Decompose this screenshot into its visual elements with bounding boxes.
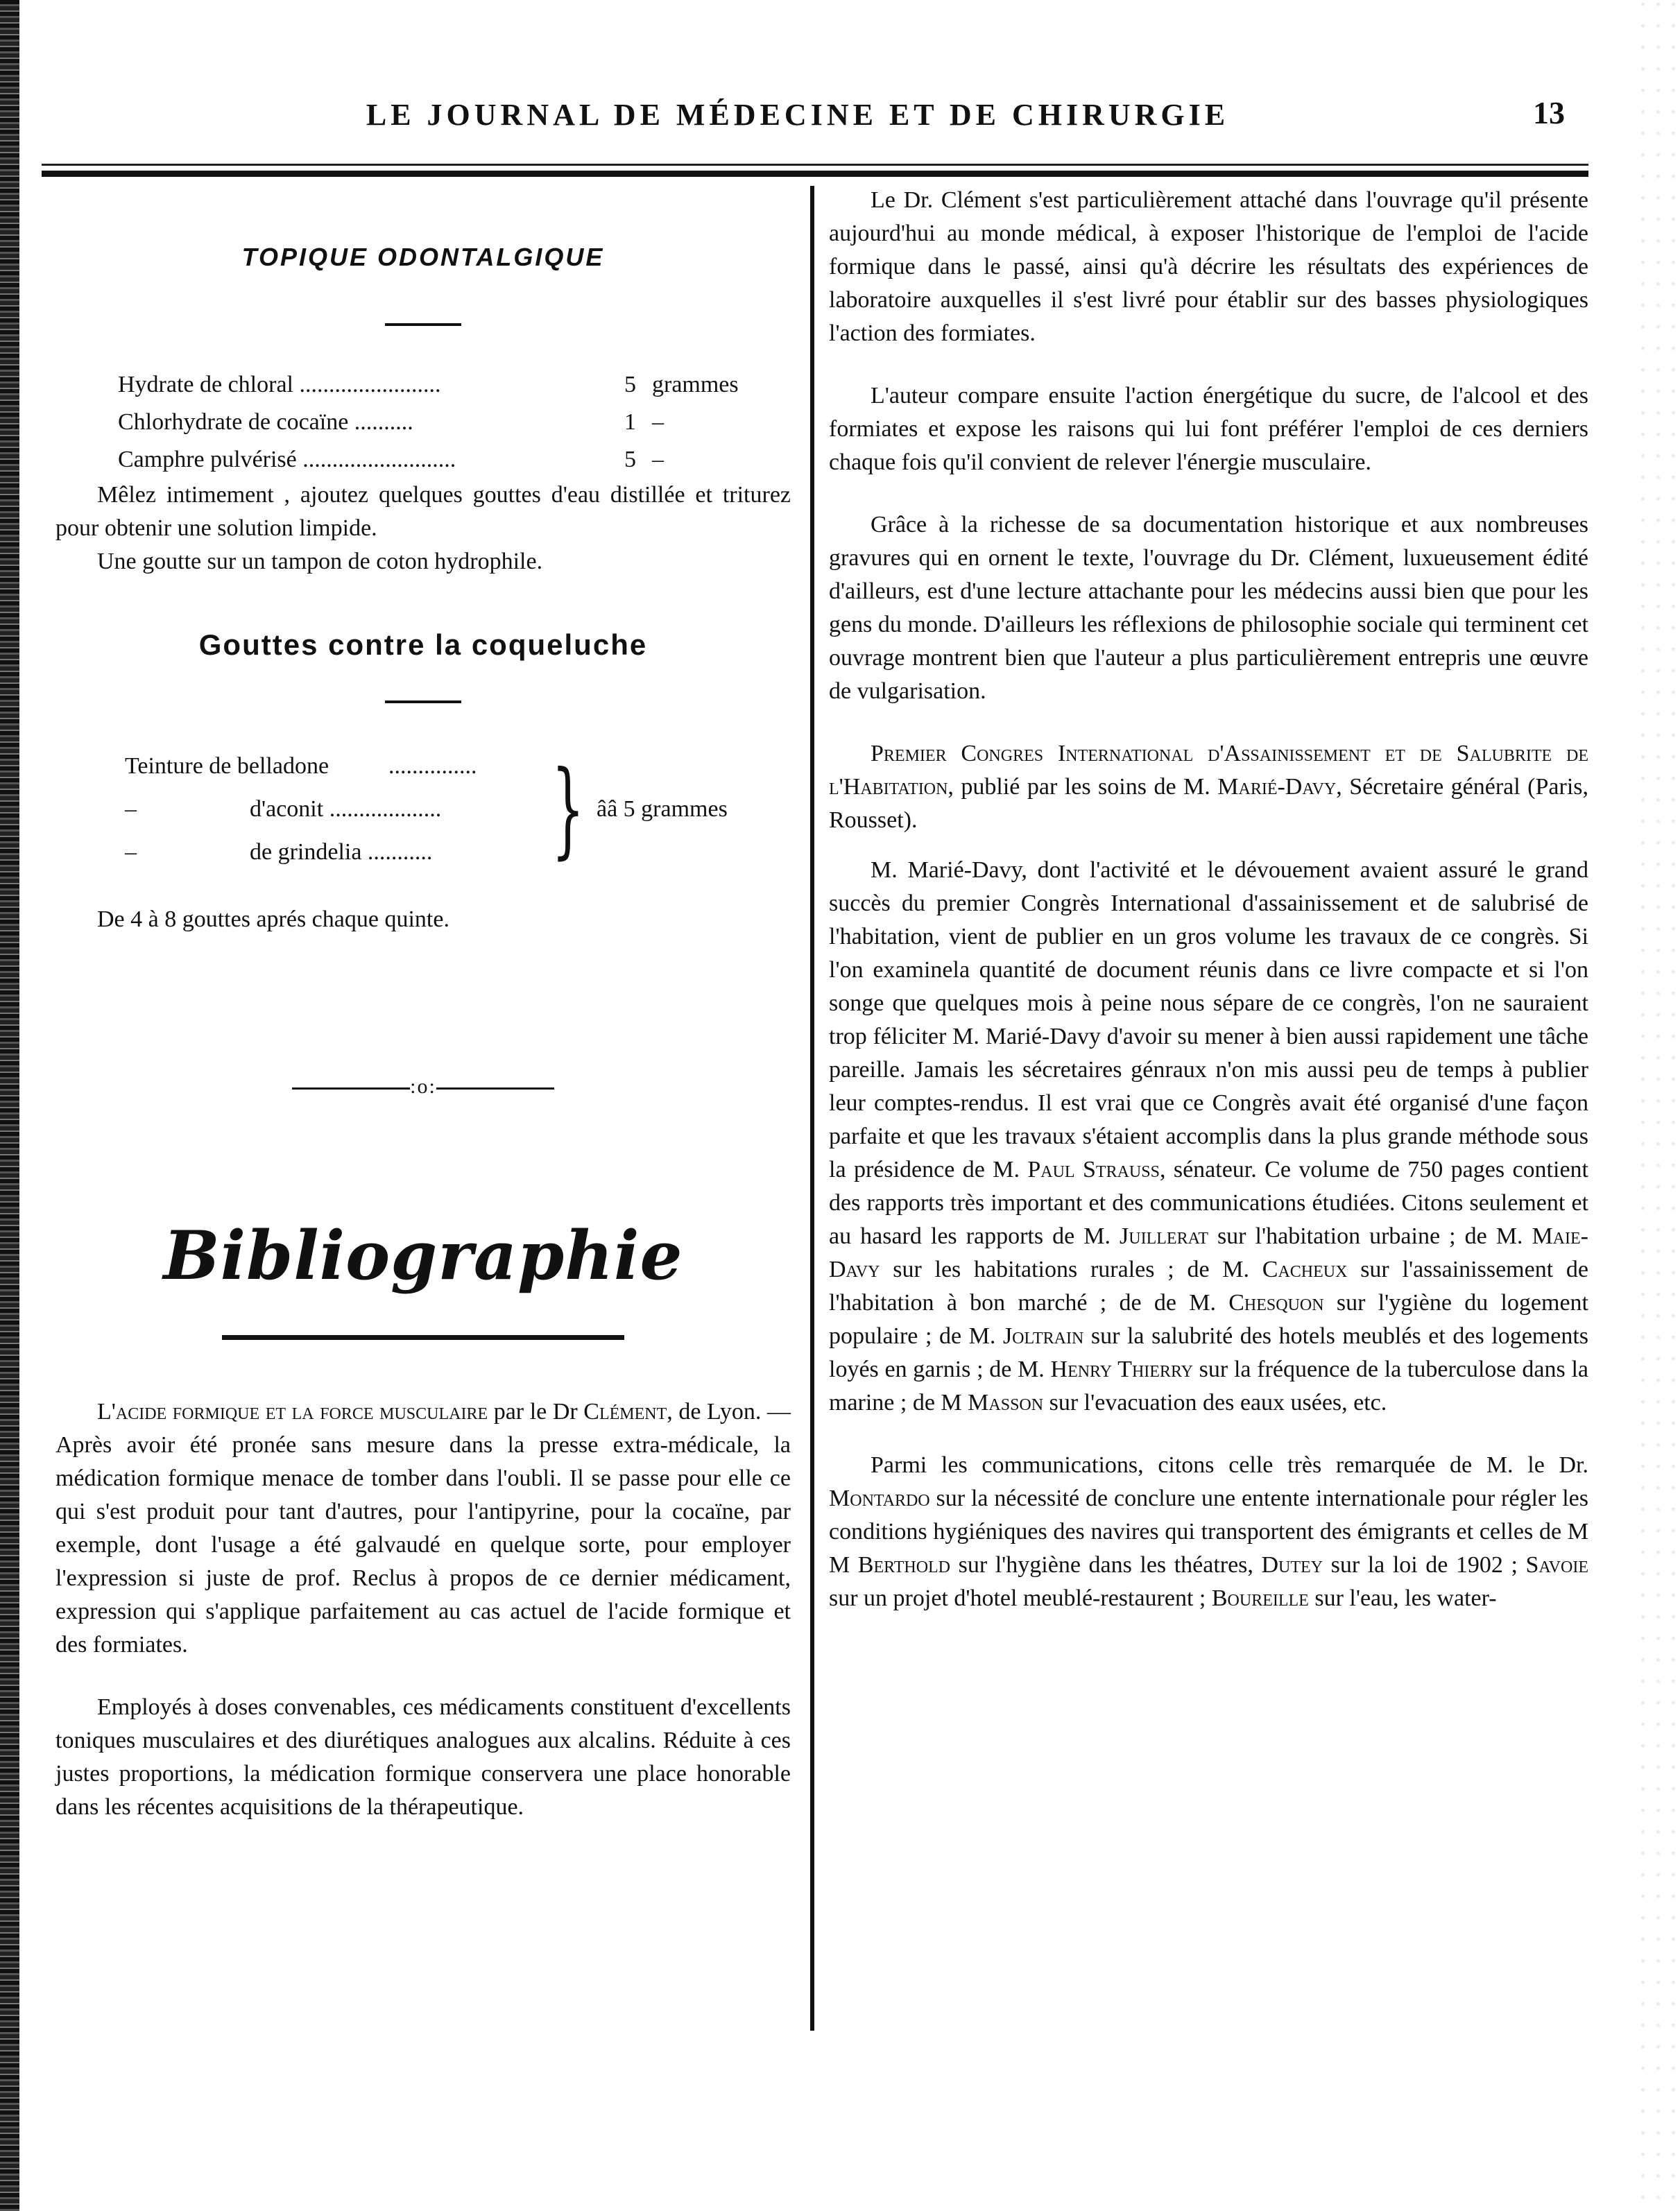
paragraph-gap <box>829 350 1588 379</box>
header-rule-thick <box>42 171 1588 177</box>
biblio-paragraph-1 <box>55 1395 791 1662</box>
recipe-unit: grammes <box>652 372 739 397</box>
review-text: sur l'ygiène du logement populaire ; de M. <box>829 1290 1588 1349</box>
person-name: Chesquon <box>1228 1290 1324 1316</box>
column-divider <box>810 186 814 2031</box>
right-column <box>829 184 1588 1615</box>
review-text: sur l'eau, les water- <box>1308 1585 1497 1611</box>
person-name: Juillerat <box>1120 1223 1208 1249</box>
gouttes-row <box>125 831 791 874</box>
communications-paragraph <box>829 1449 1588 1615</box>
congress-entry <box>829 737 1588 837</box>
review-text: sur la loi de 1902 ; <box>1323 1552 1526 1578</box>
ornament-center: :o: <box>410 1075 436 1098</box>
review-text: sur l'assainissement de l'habitation à bon marché ; de de M. <box>829 1257 1588 1316</box>
review-text: sur la salubrité des hotels meublés et des logements loyés en garnis ; de M. <box>829 1323 1589 1382</box>
recipe-row <box>118 404 791 441</box>
review-text: Parmi les communications, citons celle très remarquée de M. le Dr. <box>871 1452 1588 1478</box>
header-rule-thin <box>42 164 1588 166</box>
gouttes-row <box>125 745 791 788</box>
article-body: , de Lyon. — Après avoir été pronée sans mesure dans la presse extra-médicale, la médication formique menace de tomber dans l'oubli. Il se passe pour elle ce qui s'est produit pour tant d'autres, pour l'antipyrine, pour la cocaïne, par exemple, dont l'usage a été galvaudé en quelque sorte, pour employer l'expression si juste de prof. Reclus à propos de ce dernier médicament, expression qui s'applique parfaitement au cas actuel de l'acide formique et des formiates. <box>55 1399 791 1658</box>
gouttes-prefix: – <box>125 839 137 865</box>
review-text: sur l'habitation urbaine ; de M. <box>1208 1223 1532 1249</box>
person-name: Henry Thierry <box>1050 1357 1193 1382</box>
person-name: Joltrain <box>1002 1323 1084 1349</box>
left-column <box>55 229 791 1824</box>
bibliographie-rule <box>222 1335 624 1340</box>
paragraph-gap <box>829 708 1588 737</box>
recipe-row <box>118 441 791 479</box>
paragraph-gap <box>829 479 1588 508</box>
ornament-line <box>292 1087 410 1090</box>
gouttes-item: de grindelia ........... <box>250 839 433 865</box>
review-text: sur un projet d'hotel meublé-restaurent ; <box>829 1585 1212 1611</box>
scan-edge-left <box>0 0 19 2211</box>
recipe-item: Camphre pulvérisé .......................... <box>118 447 456 472</box>
topique-title: TOPIQUE ODONTALGIQUE <box>241 243 605 271</box>
paragraph-gap <box>55 1662 791 1691</box>
brace-glyph: } <box>551 749 585 870</box>
person-name: Montardo <box>829 1486 930 1511</box>
recipe-qty: 5 <box>624 372 636 397</box>
gouttes-posology: De 4 à 8 gouttes aprés chaque quinte. <box>97 906 449 932</box>
topique-recipe <box>55 366 791 479</box>
congress-review <box>829 854 1588 1420</box>
article-by: par le Dr <box>493 1399 578 1425</box>
review-text: sur les habitations rurales ; de M. <box>880 1257 1262 1282</box>
review-paragraph-2: L'auteur compare ensuite l'action énergétique du sucre, de l'alcool et des formiates et expose les raisons qui lui font préférer l'emploi de ces derniers chaque fois qu'il convient de relever l'énergie musculaire. <box>829 383 1588 475</box>
gouttes-rule <box>385 700 461 703</box>
article-title: L'acide formique et la force musculaire <box>97 1399 488 1425</box>
gouttes-prefix: – <box>125 796 137 822</box>
page-number: 13 <box>1533 95 1565 130</box>
section-ornament <box>55 1075 791 1099</box>
ornament-line <box>436 1087 554 1090</box>
person-name: Berthold <box>857 1552 951 1578</box>
gouttes-item: d'aconit ................... <box>250 796 442 822</box>
person-name: Cacheux <box>1262 1257 1348 1282</box>
person-name: Maie-Davy <box>829 1223 1588 1282</box>
editor-name: M. Marié-Davy <box>1183 774 1337 800</box>
gouttes-dose: ââ 5 grammes <box>597 796 728 822</box>
recipe-qty: 1 <box>624 409 636 435</box>
running-header: LE JOURNAL DE MÉDECINE ET DE CHIRURGIE <box>366 98 1230 132</box>
person-name: Paul Strauss <box>1027 1157 1160 1182</box>
recipe-qty: 5 <box>624 447 636 472</box>
topique-instruction: Mêlez intimement , ajoutez quelques gouttes d'eau distillée et triturez pour obtenir une solution limpide. <box>55 482 791 541</box>
gouttes-item: ............... <box>388 753 477 779</box>
congress-tail: , Sécretaire général (Paris, Rousset). <box>829 774 1589 833</box>
paragraph-gap <box>829 837 1588 854</box>
person-name: Masson <box>968 1390 1044 1416</box>
review-paragraph-3: Grâce à la richesse de sa documentation historique et aux nombreuses gravures qui en ornent le texte, l'ouvrage du Dr. Clément, luxueusement édité d'ailleurs, est d'une lecture attachante pour les médecins aussi bien que pour les gens du monde. D'ailleurs les réflexions de philosophie sociale qui terminent cet ouvrage montrent bien que l'auteur a plus particulièrement entrepris une œuvre de vulgarisation. <box>829 512 1588 704</box>
topique-usage: Une goutte sur un tampon de coton hydrophile. <box>97 549 543 574</box>
review-text: M. Marié-Davy, dont l'activité et le dévouement avaient assuré le grand succès du premier Congrès International d'assainissement et de salubrisé de l'habitation, vient de publier en un gros volume les travaux de ce congrès. Si l'on examinela quantité de document réunis dans ce livre compacte et si l'on songe que quelques mois à peine nous sépare de ce congrès, l'on ne sauraient trop féliciter M. Marié-Davy d'avoir su mener à bien aussi rapidement une tâche pareille. Jamais les sécretaires génraux n'on mis aussi peu de temps à publier leur comptes-rendus. Il est vrai que ce Congrès avait été organisé d'une façon parfaite et que les travaux s'étaient accomplis dans la plus grande méthode sous la présidence de M. <box>829 857 1588 1182</box>
review-text: sur l'evacuation des eaux usées, etc. <box>1043 1390 1387 1416</box>
biblio-paragraph-2: Employés à doses convenables, ces médicaments constituent d'excellents toniques musculaires et des diurétiques analogues aux alcalins. Réduite à ces justes proportions, la médication formique conservera une place honorable dans les récentes acquisitions de la thérapeutique. <box>55 1694 791 1820</box>
recipe-item: Hydrate de chloral ........................ <box>118 372 441 397</box>
author-name: Clément <box>583 1399 667 1425</box>
review-text: , sénateur. Ce volume de 750 pages contient des rapports très important et des communications étudiées. Citons seulement et au hasard les rapports de M. <box>829 1157 1588 1249</box>
person-name: Dutey <box>1261 1552 1323 1578</box>
topique-rule <box>385 323 461 326</box>
recipe-row <box>118 366 791 404</box>
gouttes-title: Gouttes contre la coqueluche <box>198 628 648 661</box>
review-paragraph-1: Le Dr. Clément s'est particulièrement attaché dans l'ouvrage qu'il présente aujourd'hui au monde médical, à exposer l'historique de l'emploi de l'acide formique dans le passé, ainsi qu'à décrire les résultats des expériences de laboratoire auxquelles il s'est livré pour établir sur des basses physiologiques l'action des formiates. <box>829 187 1588 346</box>
paragraph-gap <box>829 1420 1588 1449</box>
congress-text: publié par les soins de <box>953 774 1184 800</box>
review-text: sur la nécessité de conclure une entente internationale pour régler les conditions hygiéniques des navires qui transportent des émigrants et celles de M M <box>829 1486 1588 1578</box>
gouttes-recipe <box>55 745 791 874</box>
gouttes-prefix: Teinture de belladone <box>125 753 329 779</box>
recipe-unit: – <box>652 409 664 435</box>
congress-title: Premier Congres International d'Assainissement et de Salubrite de l'Habitation, <box>829 741 1588 800</box>
person-name: Savoie <box>1525 1552 1588 1578</box>
review-text: sur l'hygiène dans les théatres, <box>950 1552 1262 1578</box>
bibliographie-title: Bibliographie <box>163 1216 683 1295</box>
person-name: Boureille <box>1211 1585 1309 1611</box>
recipe-item: Chlorhydrate de cocaïne .......... <box>118 409 413 435</box>
review-text: sur la fréquence de la tuberculose dans la marine ; de M <box>829 1357 1588 1416</box>
recipe-unit: – <box>652 447 664 472</box>
scan-edge-right <box>1638 0 1680 2211</box>
